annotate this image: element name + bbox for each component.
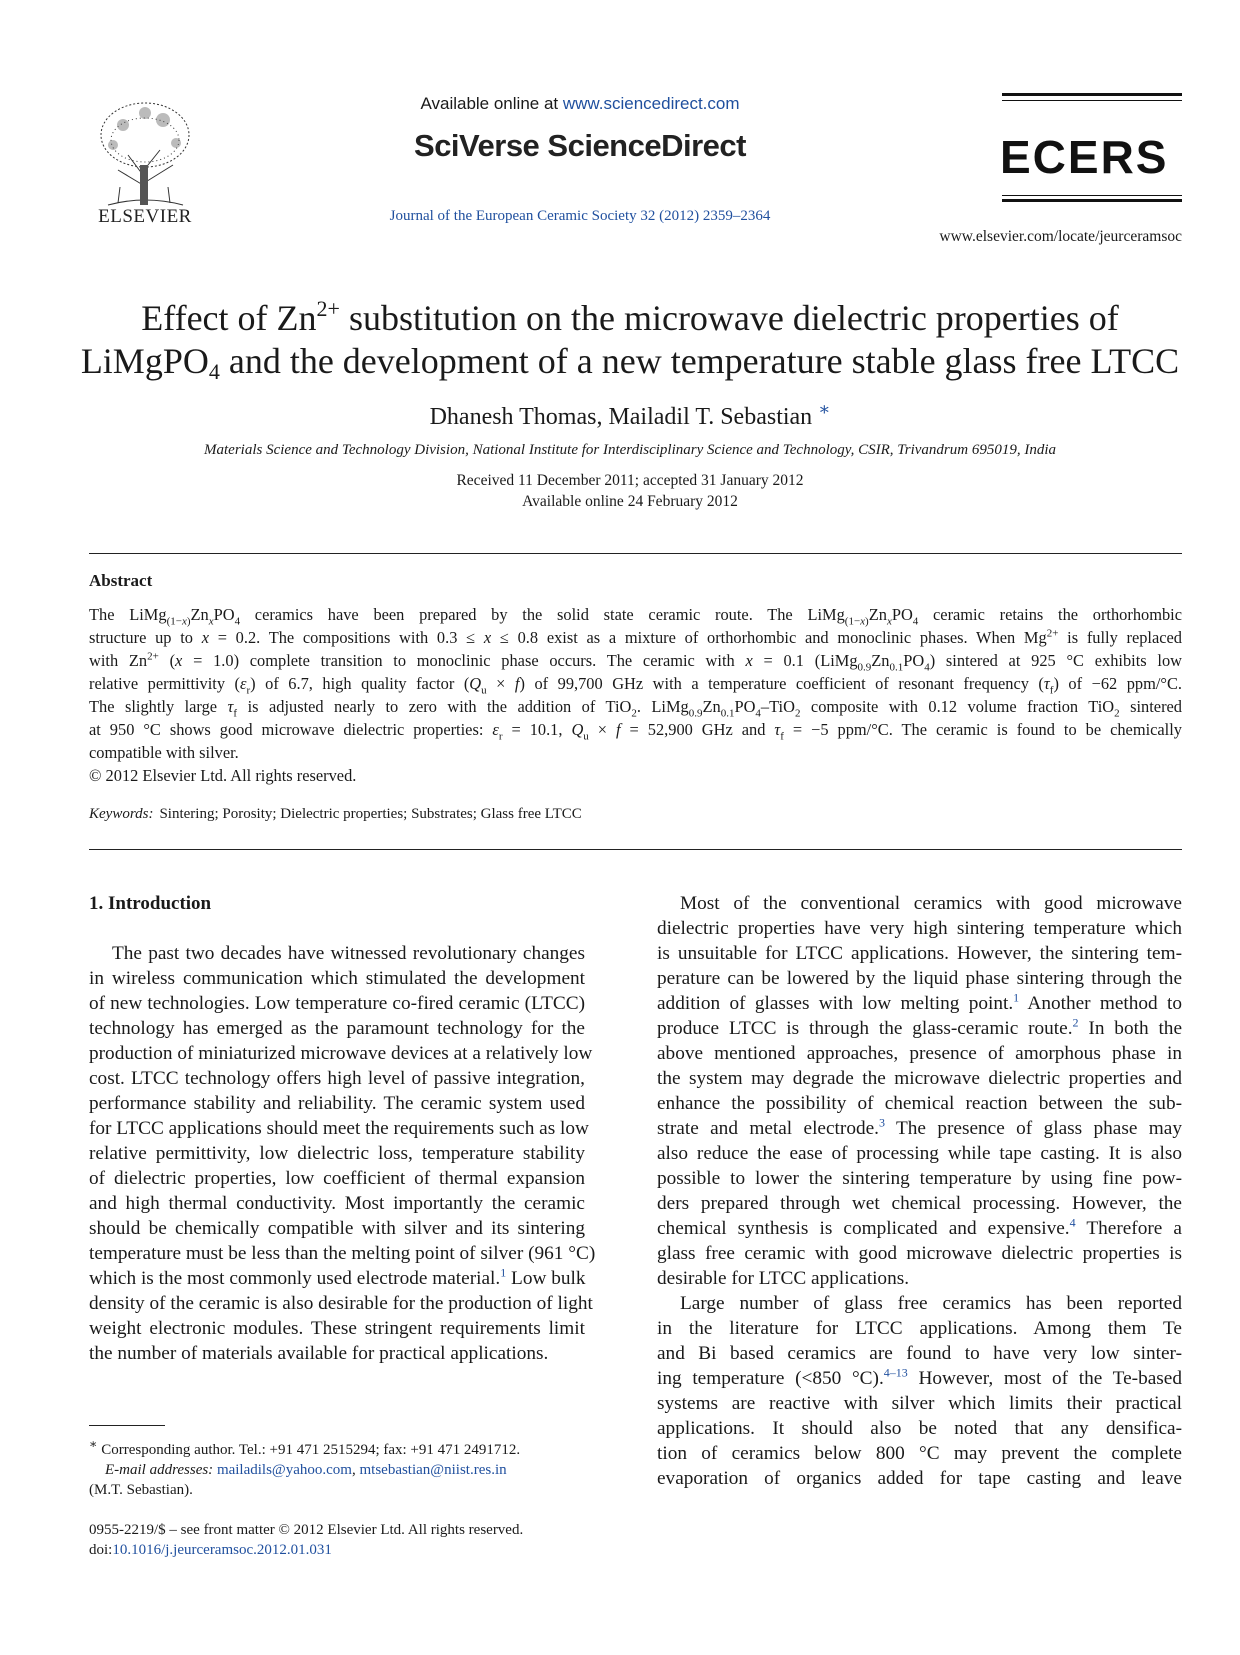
header-rule-bottom [1002,199,1182,202]
text-line: Most of the conventional ceramics with good microwave [680,893,1182,914]
text-line [657,1366,1182,1391]
abstract-line: The slightly large $\tau_f$ is adjusted nearly to zero with the addition of TiO$_2$. $LiMg_{0.9}Zn_{0.1}PO_4-TiO_2$ composite with 0.12 volume fraction TiO$_2$ sintered [89,697,1182,720]
text-segment: Another method to [1019,993,1182,1014]
abstract-heading: Abstract [89,571,153,590]
received-accepted: Received 11 December 2011; accepted 31 January 2012 [456,472,804,489]
intro-column-left [89,941,596,1366]
text-segment: produce LTCC is through the glass-ceramic route. [657,1018,1073,1039]
citation-ref[interactable]: 4–13 [883,1365,908,1380]
text-line: evaporation of organics added for tape casting and leave [657,1468,1182,1489]
text-line: dielectric properties have very high sintering temperature which [657,918,1182,939]
corresponding-author-footnote [89,1434,609,1500]
keywords-list: Sintering; Porosity; Dielectric properties; Substrates; Glass free LTCC [159,806,582,822]
available-online-date: Available online 24 February 2012 [522,493,738,510]
abstract-rule-top [89,553,1182,554]
text-line: and high thermal conductivity. Most importantly the ceramic [89,1193,585,1214]
journal-homepage-url[interactable]: www.elsevier.com/locate/jeurceramsoc [939,228,1182,245]
email-link-2[interactable]: mtsebastian@niist.res.in [359,1462,507,1478]
header-rule-bottom-thin [1002,195,1182,196]
title-sub: 4 [208,359,220,384]
text-line: The past two decades have witnessed revolutionary changes [112,943,585,964]
title-sup: 2+ [316,296,340,321]
text-segment: Low bulk [506,1268,586,1289]
elsevier-wordmark: ELSEVIER [98,206,192,225]
footnote-rule [89,1425,165,1426]
abstract-line: relative permittivity $(\varepsilon_r)$ of 6.7, high quality factor $(Q_u \times f)$ of 99,700 GHz with a temperature coefficient of resonant frequency $(\tau_f)$ of −62 ppm/°C. [89,674,1183,697]
text-line: weight electronic modules. These stringent requirements limit [89,1318,585,1339]
text-line: the system may degrade the microwave dielectric properties and [657,1068,1182,1089]
text-segment: strate and metal electrode. [657,1118,879,1139]
ecers-logo-icon [1000,133,1185,179]
text-line: cost. LTCC technology offers high level of passive integration, [89,1068,585,1089]
citation-ref[interactable]: 2 [1072,1015,1079,1030]
text-segment: However, most of the Te-based [907,1368,1182,1389]
doi-prefix: doi: [89,1542,113,1558]
intro-column-right [657,891,1182,1491]
article-title [60,297,1200,383]
author-list [60,399,1200,431]
citation-ref[interactable]: 1 [1013,990,1020,1005]
front-matter [89,1520,609,1560]
footnote-contact: Corresponding author. Tel.: +91 471 2515294; fax: +91 471 2491712. [97,1442,521,1458]
section-heading-introduction: 1. Introduction [89,893,212,914]
citation-ref[interactable]: 1 [500,1265,507,1280]
text-line [657,991,1182,1016]
text-line: temperature must be less than the melting point of silver (961 °C) [89,1243,596,1264]
text-segment: chemical synthesis is complicated and expensive. [657,1218,1070,1239]
corresponding-author-mark[interactable]: ∗ [818,399,831,419]
text-segment: The presence of glass phase may [885,1118,1182,1139]
ecers-logo-text: ECERS [1000,133,1169,179]
affiliation: Materials Science and Technology Division, National Institute for Interdisciplinary Science and Technology, CSIR, Trivandrum 695019, India [204,442,1056,458]
abstract-copyright: © 2012 Elsevier Ltd. All rights reserved. [89,766,357,785]
email-label: E-mail addresses: [105,1462,214,1478]
journal-citation-link[interactable] [330,208,830,225]
text-line: production of miniaturized microwave devices at a relatively low [89,1043,593,1064]
text-line: of new technologies. Low temperature co-fired ceramic (LTCC) [89,993,585,1014]
footnote-line-1 [89,1434,609,1460]
text-line: density of the ceramic is also desirable for the production of light [89,1293,593,1314]
keywords [89,806,582,823]
text-segment: In both the [1078,1018,1182,1039]
text-line: ders prepared through wet chemical processing. However, the [657,1193,1182,1214]
doi-line [89,1540,609,1560]
text-line: possible to lower the sintering temperature by using fine pow- [657,1168,1182,1189]
text-line: systems are reactive with silver which limits their practical [657,1393,1182,1414]
journal-citation-text[interactable]: Journal of the European Ceramic Society 32 (2012) 2359–2364 [389,208,771,224]
text-line: perature can be lowered by the liquid phase sintering through the [657,968,1182,989]
text-line: relative permittivity, low dielectric loss, temperature stability [89,1143,585,1164]
citation-ref[interactable]: 4 [1069,1215,1076,1230]
text-line: is unsuitable for LTCC applications. However, the sintering tem- [657,943,1182,964]
email-separator: , [351,1462,360,1478]
header-rule-top [1002,93,1182,96]
abstract-line: at 950 °C shows good microwave dielectric properties: $\varepsilon_r = 10.1$, $Q_u \times f = 52,900$ GHz and $\tau_f = -5$ ppm/°C. The ceramic is found to be chemically [89,720,1182,743]
text-line: should be chemically compatible with silver and its sintering [89,1218,585,1239]
text-line [657,1016,1182,1041]
ecers-logo [1000,133,1185,179]
title-part-3: LiMgPO [80,341,209,381]
text-segment: which is the most commonly used electrode material. [89,1268,501,1289]
issn-copyright: 0955-2219/$ – see front matter © 2012 Elsevier Ltd. All rights reserved. [89,1522,524,1538]
text-line: performance stability and reliability. The ceramic system used [89,1093,585,1114]
sciverse-sciencedirect-wordmark: SciVerse ScienceDirect [414,128,746,163]
footnote-line-2 [89,1460,609,1480]
sciencedirect-link[interactable]: www.sciencedirect.com [562,94,740,113]
text-line: and Bi based ceramics are found to have very low sinter- [657,1343,1182,1364]
elsevier-tree-icon [88,95,203,225]
text-line: of dielectric properties, low coefficient of thermal expansion [89,1168,585,1189]
citation-ref[interactable]: 3 [879,1115,885,1130]
text-line: enhance the possibility of chemical reaction between the sub- [657,1093,1182,1114]
text-line: in the literature for LTCC applications. Among them Te [657,1318,1182,1339]
abstract-line: compatible with silver. [89,743,239,762]
text-line: applications. It should also be noted that any densifica- [657,1418,1182,1439]
available-online-text: Available online at [420,94,563,113]
authors-text: Dhanesh Thomas, Mailadil T. Sebastian [429,404,813,430]
header-rule-top-thin [1002,100,1182,101]
abstract-line: The $LiMg_{(1-x)}Zn_xPO_4$ ceramics have been prepared by the solid state ceramic route. The $LiMg_{(1-x)}Zn_xPO_4$ ceramic retains the orthorhombic [89,605,1183,628]
abstract-body [89,603,1182,764]
abstract-line: with $Zn^{2+}$ (x = 1.0) complete transition to monoclinic phase occurs. The ceramic with x = 0.1 $(LiMg_{0.9}Zn_{0.1}PO_4)$ sintered at 925 °C exhibits low [89,650,1182,674]
text-line: desirable for LTCC applications. [657,1268,910,1289]
text-line: Large number of glass free ceramics has been reported [680,1293,1182,1314]
text-line [89,1266,585,1291]
email-link-1[interactable]: mailadils@yahoo.com [216,1462,352,1478]
abstract-rule-bottom [89,849,1182,850]
text-line [657,1116,1182,1141]
text-segment: addition of glasses with low melting point. [657,993,1014,1014]
text-line: above mentioned approaches, presence of amorphous phase in [657,1043,1182,1064]
footnote-line-3: (M.T. Sebastian). [89,1482,193,1498]
text-line: tion of ceramics below 800 °C may prevent the complete [657,1443,1182,1464]
text-segment: ing temperature (<850 °C). [657,1368,884,1389]
text-line [657,1216,1182,1241]
footnote-mark: ∗ [89,1437,98,1451]
title-part-4: and the development of a new temperature stable glass free LTCC [219,341,1180,381]
keywords-label: Keywords: [89,806,154,822]
text-line: the number of materials available for practical applications. [89,1343,549,1364]
article-dates [60,470,1200,512]
title-part-2: substitution on the microwave dielectric properties of [339,298,1119,338]
text-line: also reduce the ease of processing while tape casting. It is also [657,1143,1182,1164]
text-line: glass free ceramic with good microwave dielectric properties is [657,1243,1182,1264]
text-line: for LTCC applications should meet the requirements such as low [89,1118,589,1139]
text-line: technology has emerged as the paramount technology for the [89,1018,585,1039]
abstract-line: structure up to x = 0.2. The compositions with 0.3 ≤ x ≤ 0.8 exist as a mixture of orthorhombic and monoclinic phases. When $Mg^{2+}$ is fully replaced [89,627,1183,647]
text-line: in wireless communication which stimulated the development [89,968,585,989]
doi-link[interactable]: 10.1016/j.jeurceramsoc.2012.01.031 [112,1542,332,1558]
elsevier-logo [88,95,203,225]
text-segment: Therefore a [1075,1218,1182,1239]
available-online-line [330,94,830,114]
title-part-1: Effect of Zn [141,298,317,338]
